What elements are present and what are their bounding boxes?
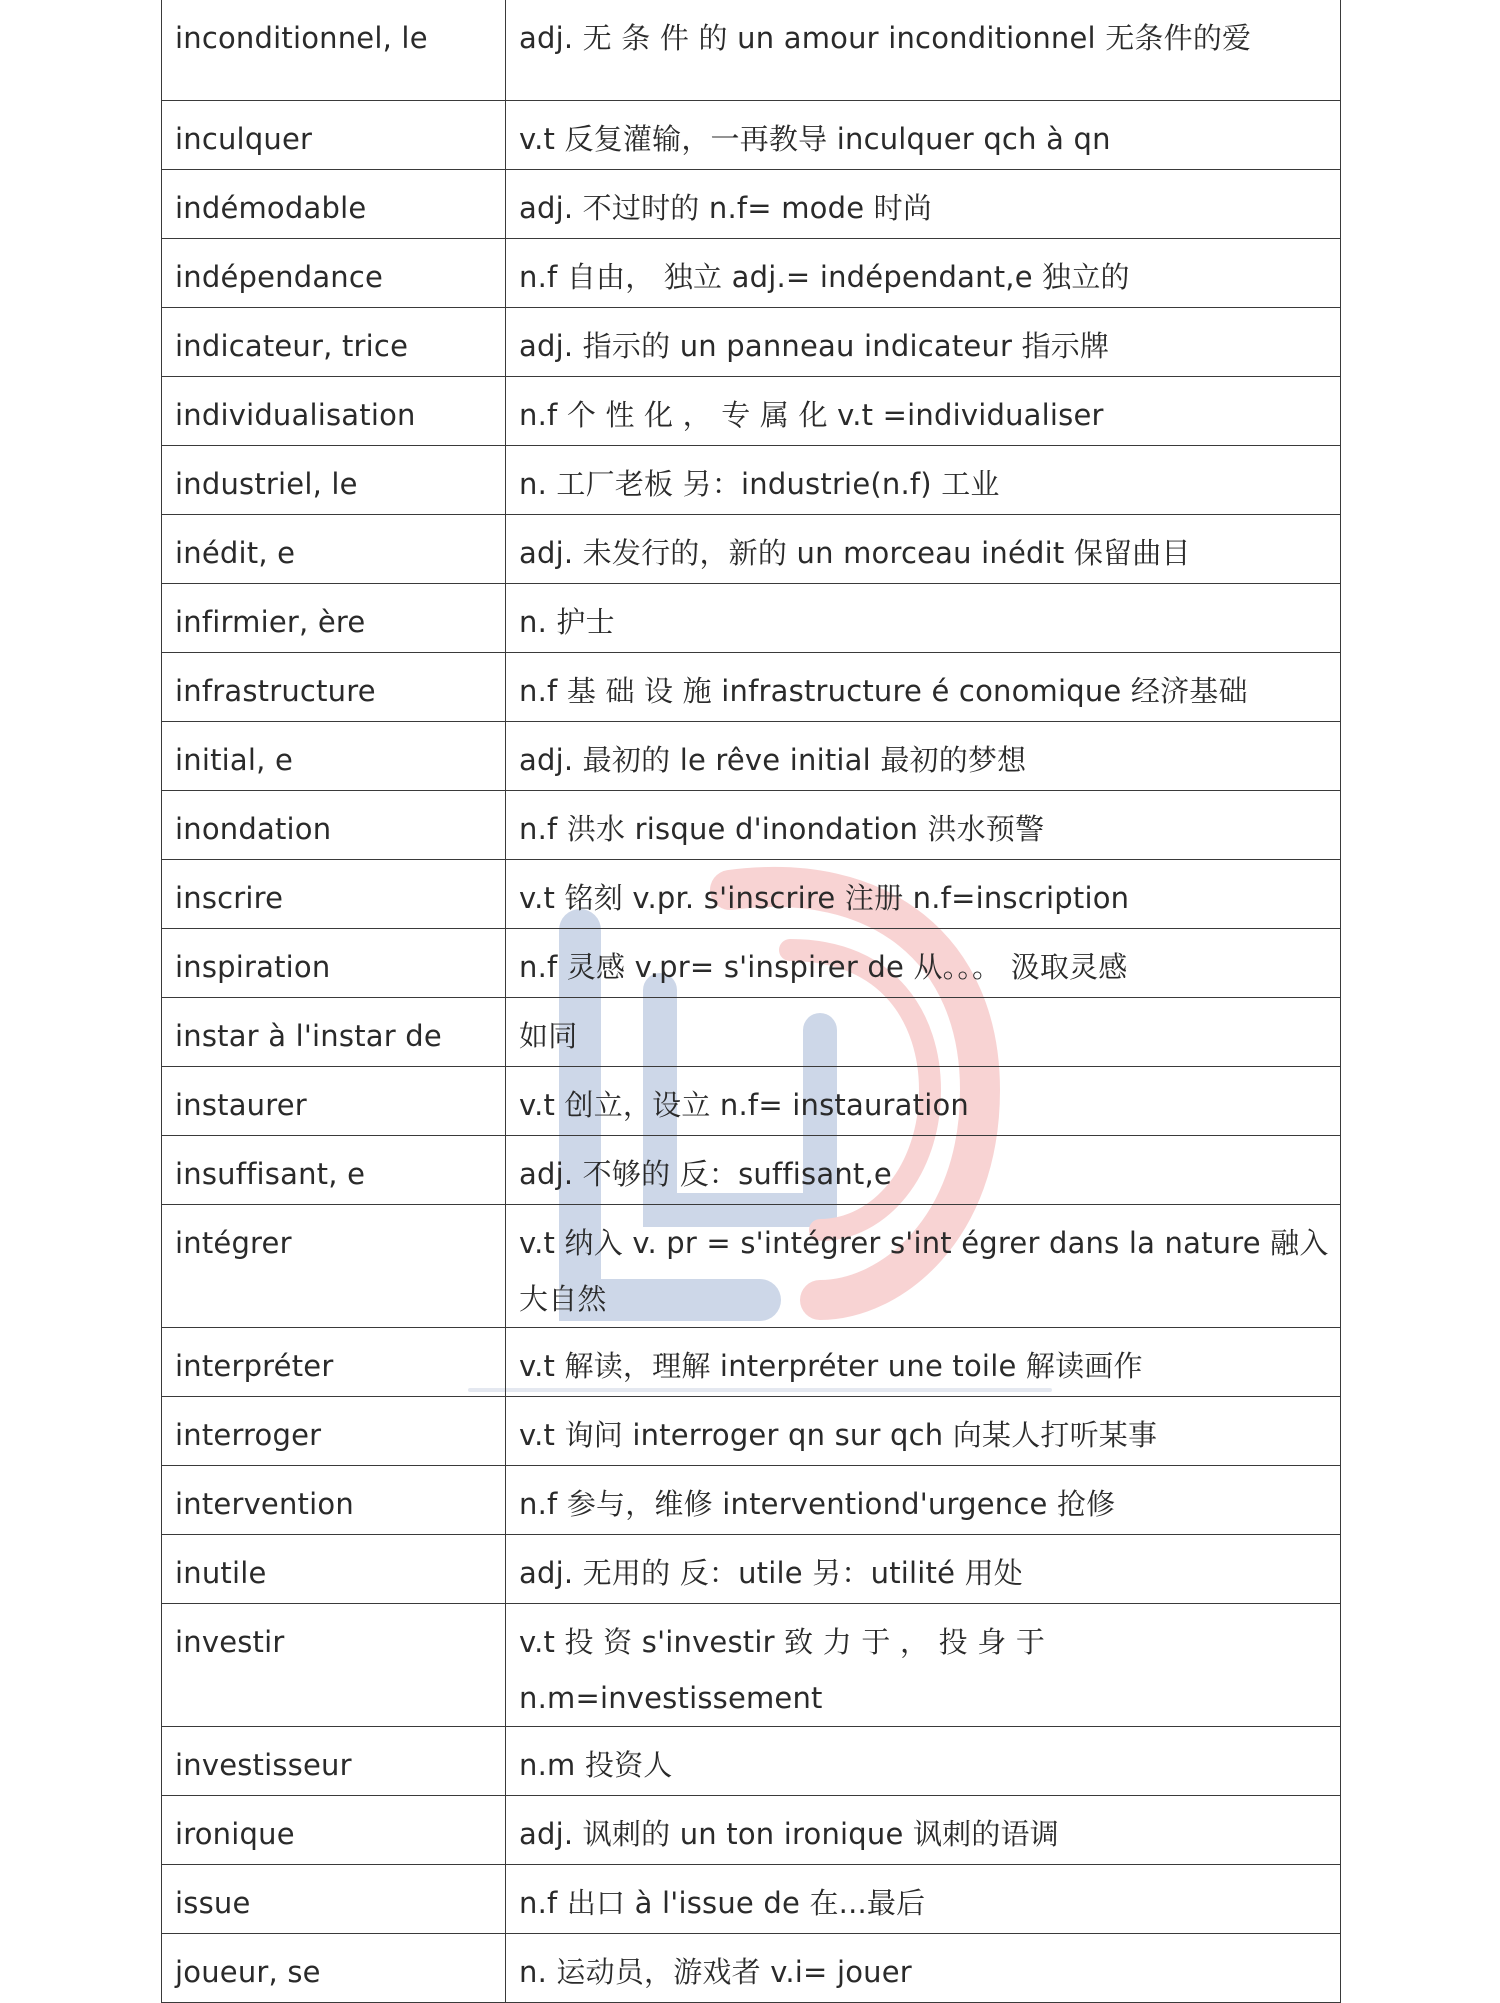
definition-cell: v.t 纳入 v. pr = s'intégrer s'int égrer dans la nature 融入大自然 [506, 1205, 1341, 1328]
word-cell: inconditionnel, le [162, 0, 506, 101]
word-cell: individualisation [162, 377, 506, 446]
word-cell: indicateur, trice [162, 308, 506, 377]
definition-cell: v.t 创立，设立 n.f= instauration [506, 1067, 1341, 1136]
table-row [162, 1397, 1341, 1466]
table-row [162, 722, 1341, 791]
word-cell: inondation [162, 791, 506, 860]
word-cell: inutile [162, 1535, 506, 1604]
definition-cell: adj. 无用的 反：utile 另：utilité 用处 [506, 1535, 1341, 1604]
word-cell: inspiration [162, 929, 506, 998]
word-cell: instaurer [162, 1067, 506, 1136]
definition-cell: adj. 不过时的 n.f= mode 时尚 [506, 170, 1341, 239]
definition-cell: v.t 铭刻 v.pr. s'inscrire 注册 n.f=inscription [506, 860, 1341, 929]
definition-cell: adj. 讽刺的 un ton ironique 讽刺的语调 [506, 1796, 1341, 1865]
definition-cell: n.f 个 性 化 ， 专 属 化 v.t =individualiser [506, 377, 1341, 446]
definition-cell: adj. 不够的 反：suffisant,e [506, 1136, 1341, 1205]
table-row [162, 860, 1341, 929]
table-row [162, 1535, 1341, 1604]
word-cell: intervention [162, 1466, 506, 1535]
definition-cell: n.m 投资人 [506, 1727, 1341, 1796]
definition-cell: adj. 未发行的，新的 un morceau inédit 保留曲目 [506, 515, 1341, 584]
word-cell: investir [162, 1604, 506, 1727]
definition-cell: n.f 出口 à l'issue de 在...最后 [506, 1865, 1341, 1934]
definition-cell: n.f 参与，维修 interventiond'urgence 抢修 [506, 1466, 1341, 1535]
table-row [162, 1466, 1341, 1535]
table-row [162, 998, 1341, 1067]
definition-cell: adj. 无 条 件 的 un amour inconditionnel 无条件的爱 [506, 0, 1341, 101]
word-cell: insuffisant, e [162, 1136, 506, 1205]
definition-cell: adj. 指示的 un panneau indicateur 指示牌 [506, 308, 1341, 377]
definition-cell: n.f 洪水 risque d'inondation 洪水预警 [506, 791, 1341, 860]
word-cell: inculquer [162, 101, 506, 170]
table-row [162, 1796, 1341, 1865]
table-row [162, 1604, 1341, 1727]
table-row [162, 653, 1341, 722]
table-row [162, 1205, 1341, 1328]
table-row [162, 791, 1341, 860]
word-cell: investisseur [162, 1727, 506, 1796]
word-cell: industriel, le [162, 446, 506, 515]
word-cell: inédit, e [162, 515, 506, 584]
table-row [162, 170, 1341, 239]
definition-cell: n.f 基 础 设 施 infrastructure é conomique 经济基础 [506, 653, 1341, 722]
word-cell: infrastructure [162, 653, 506, 722]
definition-cell: v.t 解读，理解 interpréter une toile 解读画作 [506, 1328, 1341, 1397]
table-row [162, 101, 1341, 170]
definition-cell: n. 护士 [506, 584, 1341, 653]
table-row [162, 929, 1341, 998]
definition-cell: adj. 最初的 le rêve initial 最初的梦想 [506, 722, 1341, 791]
word-cell: joueur, se [162, 1934, 506, 2003]
definition-cell: v.t 询问 interroger qn sur qch 向某人打听某事 [506, 1397, 1341, 1466]
table-row [162, 239, 1341, 308]
vocabulary-table [161, 0, 1341, 2003]
definition-cell: 如同 [506, 998, 1341, 1067]
definition-cell: n.f 自由， 独立 adj.= indépendant,e 独立的 [506, 239, 1341, 308]
definition-cell: n. 工厂老板 另：industrie(n.f) 工业 [506, 446, 1341, 515]
word-cell: issue [162, 1865, 506, 1934]
table-row [162, 1934, 1341, 2003]
table-row [162, 1067, 1341, 1136]
word-cell: indémodable [162, 170, 506, 239]
table-row [162, 377, 1341, 446]
table-row [162, 1136, 1341, 1205]
word-cell: inscrire [162, 860, 506, 929]
word-cell: interroger [162, 1397, 506, 1466]
definition-cell: n.f 灵感 v.pr= s'inspirer de 从。。。 汲取灵感 [506, 929, 1341, 998]
definition-cell: v.t 反复灌输，一再教导 inculquer qch à qn [506, 101, 1341, 170]
table-row [162, 308, 1341, 377]
table-row [162, 515, 1341, 584]
table-row [162, 0, 1341, 101]
table-row [162, 1865, 1341, 1934]
word-cell: ironique [162, 1796, 506, 1865]
table-row [162, 1328, 1341, 1397]
definition-cell: v.t 投 资 s'investir 致 力 于 ， 投 身 于 n.m=investissement [506, 1604, 1341, 1727]
word-cell: interpréter [162, 1328, 506, 1397]
table-row [162, 1727, 1341, 1796]
word-cell: infirmier, ère [162, 584, 506, 653]
table-row [162, 446, 1341, 515]
definition-cell: n. 运动员，游戏者 v.i= jouer [506, 1934, 1341, 2003]
word-cell: indépendance [162, 239, 506, 308]
table-row [162, 584, 1341, 653]
word-cell: initial, e [162, 722, 506, 791]
word-cell: instar à l'instar de [162, 998, 506, 1067]
word-cell: intégrer [162, 1205, 506, 1328]
